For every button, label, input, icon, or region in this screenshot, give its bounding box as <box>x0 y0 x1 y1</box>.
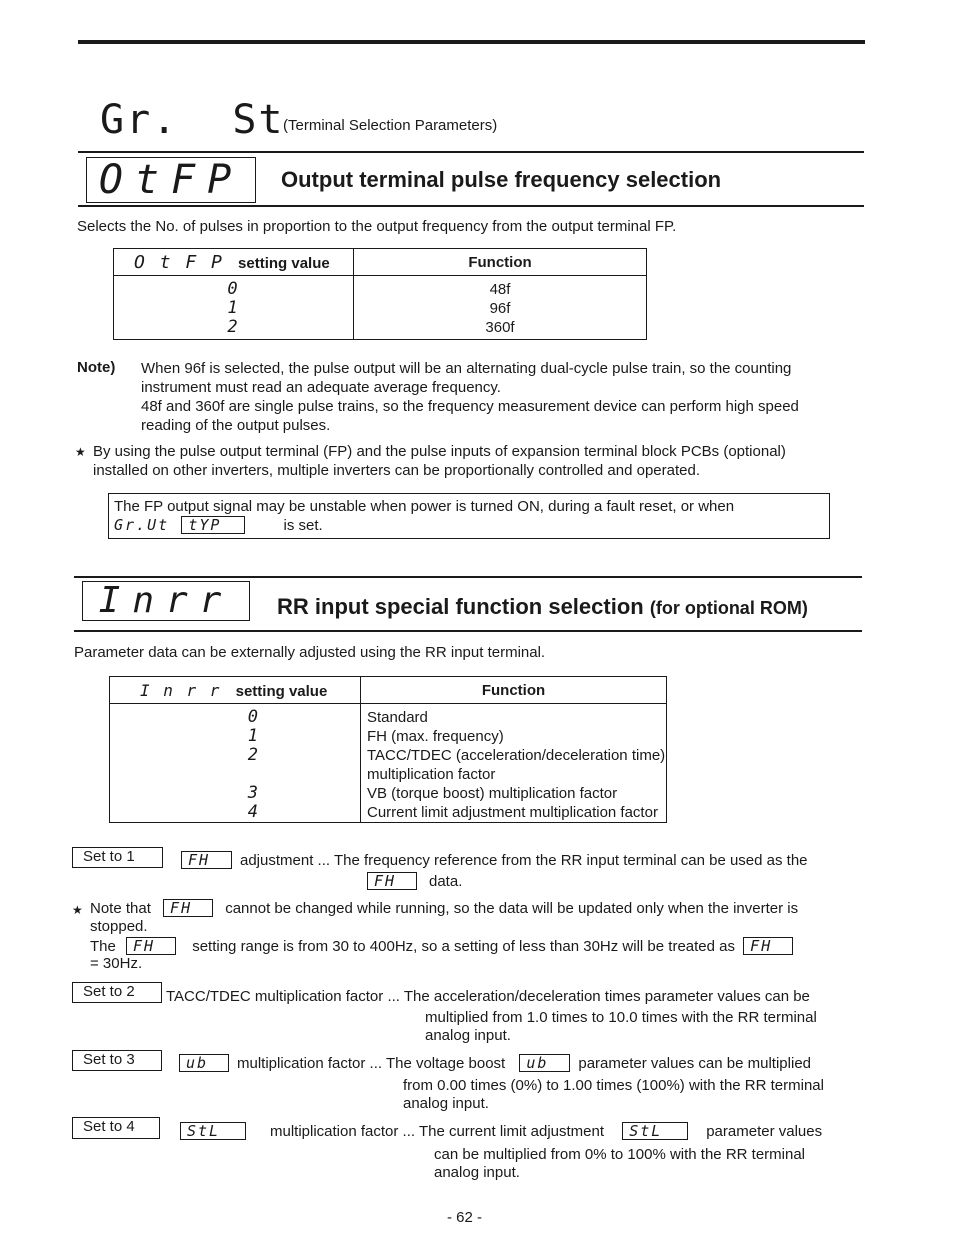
star-line: installed on other inverters, multiple inverters can be proportionally controlled and operated. <box>93 462 701 479</box>
section2-title-main: RR input special function selection <box>277 594 644 619</box>
star-text <box>93 442 786 480</box>
section1-code-box <box>86 157 256 203</box>
set1-text2: data. <box>429 873 463 890</box>
set1-text: adjustment ... The frequency reference from the RR input terminal can be used as the <box>240 852 808 869</box>
value: 0 <box>227 279 240 299</box>
group-code <box>100 98 285 142</box>
note-label: Note) <box>77 359 116 376</box>
section2-col1-label: setting value <box>235 682 328 700</box>
value <box>110 765 260 784</box>
function: 48f <box>489 281 511 298</box>
set3-line3: analog input. <box>403 1095 489 1112</box>
note-line: instrument must read an adequate average frequency. <box>141 379 501 396</box>
section2-code: Inrr <box>98 580 234 621</box>
set1-tag: Set to 1 <box>72 847 163 868</box>
section1-functions-cell <box>354 276 647 340</box>
section1-bottom-rule <box>78 205 864 207</box>
set4-box: StL <box>180 1122 246 1140</box>
group-code-part2: St <box>232 97 285 143</box>
section2-col1-header <box>110 677 361 704</box>
warning-line2 <box>114 516 829 535</box>
set3-line1 <box>179 1054 811 1073</box>
section2-values-cell <box>110 704 361 823</box>
set3-text-b: parameter values can be multiplied <box>578 1055 811 1072</box>
set4-line3: analog input. <box>434 1164 520 1181</box>
value: 4 <box>247 802 260 822</box>
section2-col2-header: Function <box>361 677 667 704</box>
star-note-line3 <box>90 937 793 956</box>
warning-box <box>108 493 830 539</box>
section1-col1-label: setting value <box>238 254 330 272</box>
set2-line2: multiplied from 1.0 times to 10.0 times with the RR terminal <box>425 1009 817 1026</box>
function: multiplication factor <box>367 766 496 783</box>
section1-top-rule <box>78 151 864 153</box>
note-line: reading of the output pulses. <box>141 417 331 434</box>
star-line: By using the pulse output terminal (FP) and the pulse inputs of expansion terminal block PCBs (optional) <box>93 443 786 460</box>
star-icon: ★ <box>72 903 83 917</box>
set4-text-b: parameter values <box>706 1123 823 1140</box>
note-line: When 96f is selected, the pulse output will be an alternating dual-cycle pulse train, so the counting <box>141 360 792 377</box>
star-note-part1: Note that <box>90 900 151 917</box>
section1-col2-header: Function <box>354 249 647 276</box>
set1-box: FH <box>181 851 232 869</box>
set1-box2: FH <box>367 872 417 890</box>
section2-title-suffix: (for optional ROM) <box>649 598 808 618</box>
section1-values-cell <box>114 276 354 340</box>
set4-box2: StL <box>622 1122 688 1140</box>
section2-functions-cell <box>361 704 667 823</box>
star-note-line4: = 30Hz. <box>90 955 143 972</box>
star-note-box3: FH <box>743 937 793 955</box>
set1-line2 <box>367 872 462 891</box>
star-note-line1 <box>90 899 798 918</box>
section1-code: OtFP <box>98 157 244 203</box>
function: TACC/TDEC (acceleration/deceleration time) <box>367 747 666 764</box>
note-line: 48f and 360f are single pulse trains, so the frequency measurement device can perform high speed <box>141 398 799 415</box>
set4-text-a: multiplication factor ... The current limit adjustment <box>270 1123 605 1140</box>
set4-line2: can be multiplied from 0% to 100% with the RR terminal <box>434 1146 806 1163</box>
function: Standard <box>367 709 428 726</box>
warning-code-prefix: Gr.Ut <box>114 516 170 534</box>
set4-tag: Set to 4 <box>72 1117 160 1139</box>
function: Current limit adjustment multiplication factor <box>367 804 658 821</box>
star-note-part3: The <box>90 938 116 955</box>
warning-suffix: is set. <box>283 517 323 534</box>
top-rule <box>78 40 865 44</box>
star-note-part4: setting range is from 30 to 400Hz, so a setting of less than 30Hz will be treated as <box>192 938 735 955</box>
section2-top-rule <box>74 576 862 578</box>
section2-title <box>277 594 808 621</box>
star-note-box1: FH <box>163 899 213 917</box>
set1-line1 <box>181 851 808 870</box>
section1-col1-code: O t F P <box>134 251 224 273</box>
section2-intro: Parameter data can be externally adjusted using the RR input terminal. <box>74 644 546 661</box>
star-note-box2: FH <box>126 937 176 955</box>
set3-tag: Set to 3 <box>72 1050 162 1071</box>
set3-text-a: multiplication factor ... The voltage boost <box>237 1055 506 1072</box>
set2-tag: Set to 2 <box>72 982 162 1003</box>
group-label: (Terminal Selection Parameters) <box>283 117 498 134</box>
value: 1 <box>247 726 260 746</box>
set3-box: ub <box>179 1054 229 1072</box>
set4-line1 <box>180 1122 822 1141</box>
value: 2 <box>247 745 260 765</box>
value: 2 <box>227 317 240 337</box>
function: VB (torque boost) multiplication factor <box>367 785 618 802</box>
section1-col1-header <box>114 249 354 276</box>
set3-line2: from 0.00 times (0%) to 1.00 times (100%) with the RR terminal <box>403 1077 824 1094</box>
page-number: - 62 - <box>447 1209 483 1226</box>
star-note-line2: stopped. <box>90 918 148 935</box>
function: FH (max. frequency) <box>367 728 504 745</box>
value: 0 <box>247 707 260 727</box>
function: 96f <box>489 300 511 317</box>
star-note-part2: cannot be changed while running, so the data will be updated only when the inverter is <box>225 900 799 917</box>
section2-table <box>109 676 667 823</box>
section2-col1-code: I n r r <box>140 680 222 700</box>
function: 360f <box>485 319 515 336</box>
value: 3 <box>247 783 260 803</box>
set2-line3: analog input. <box>425 1027 511 1044</box>
section1-title: Output terminal pulse frequency selection <box>281 167 722 192</box>
group-code-part1: Gr. <box>100 97 179 143</box>
warning-line1: The FP output signal may be unstable when power is turned ON, during a fault reset, or when <box>114 498 735 515</box>
section2-bottom-rule <box>74 630 862 632</box>
set3-box2: ub <box>519 1054 570 1072</box>
set2-line1: TACC/TDEC multiplication factor ... The acceleration/deceleration times parameter values can be <box>166 988 810 1005</box>
value: 1 <box>227 298 240 318</box>
warning-code-box: tYP <box>181 516 245 534</box>
note-text <box>141 359 799 435</box>
star-icon: ★ <box>75 445 86 459</box>
section2-code-box <box>82 581 250 621</box>
section1-table <box>113 248 647 340</box>
section1-intro: Selects the No. of pulses in proportion to the output frequency from the output terminal FP. <box>77 218 677 235</box>
